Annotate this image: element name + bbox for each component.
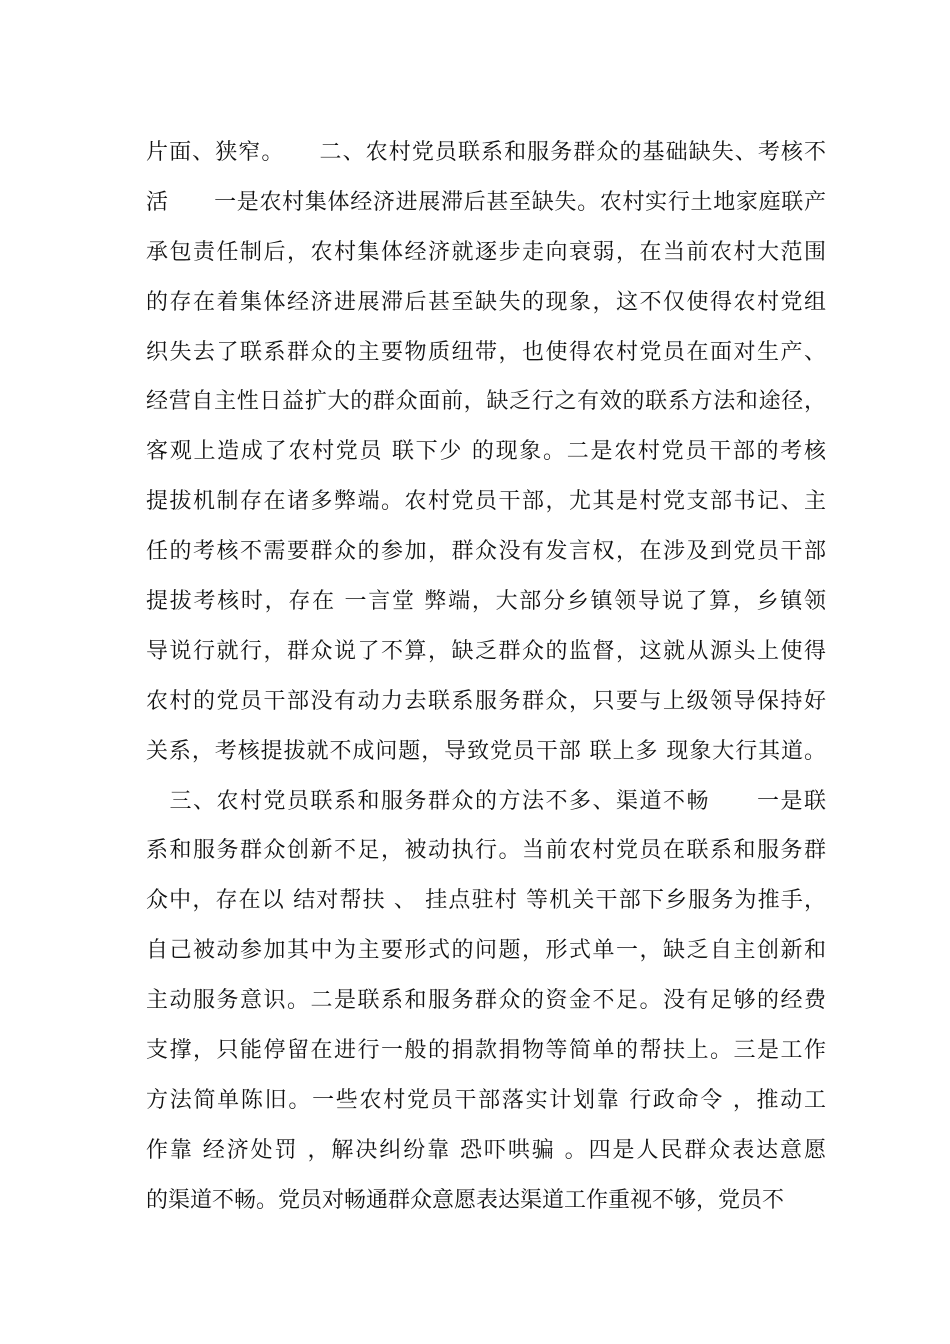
text-line: 的存在着集体经济进展滞后甚至缺失的现象，这不仅使得农村党组 [146, 289, 826, 315]
text-line: 农村的党员干部没有动力去联系服务群众，只要与上级领导保持好 [146, 688, 826, 714]
text-line: 众中，存在以 结对帮扶 、 挂点驻村 等机关干部下乡服务为推手， [146, 888, 826, 914]
text-line: 片面、狭窄。 二、农村党员联系和服务群众的基础缺失、考核不 [146, 140, 826, 165]
text-line: 任的考核不需要群众的参加，群众没有发言权，在涉及到党员干部 [146, 539, 826, 565]
text-line: 活 一是农村集体经济进展滞后甚至缺失。农村实行土地家庭联产 [146, 189, 826, 215]
text-line: 系和服务群众创新不足，被动执行。当前农村党员在联系和服务群 [146, 838, 826, 864]
text-line: 提拔考核时，存在 一言堂 弊端，大部分乡镇领导说了算，乡镇领 [146, 589, 826, 615]
text-line: 导说行就行，群众说了不算，缺乏群众的监督，这就从源头上使得 [146, 638, 826, 664]
text-line: 三、农村党员联系和服务群众的方法不多、渠道不畅 一是联 [146, 788, 826, 814]
text-line: 的渠道不畅。党员对畅通群众意愿表达渠道工作重视不够，党员不 [146, 1187, 785, 1213]
text-line: 织失去了联系群众的主要物质纽带，也使得农村党员在面对生产、 [146, 339, 826, 365]
text-line: 自己被动参加其中为主要形式的问题，形式单一，缺乏自主创新和 [146, 938, 826, 964]
body-text [146, 128, 826, 1226]
text-line: 主动服务意识。二是联系和服务群众的资金不足。没有足够的经费 [146, 988, 826, 1014]
text-line: 客观上造成了农村党员 联下少 的现象。二是农村党员干部的考核 [146, 439, 826, 465]
text-line: 提拔机制存在诸多弊端。农村党员干部，尤其是村党支部书记、主 [146, 489, 826, 515]
text-line: 承包责任制后，农村集体经济就逐步走向衰弱，在当前农村大范围 [146, 239, 826, 265]
text-line: 经营自主性日益扩大的群众面前，缺乏行之有效的联系方法和途径， [146, 389, 826, 415]
text-line: 支撑，只能停留在进行一般的捐款捐物等简单的帮扶上。三是工作 [146, 1038, 826, 1064]
text-line: 关系，考核提拔就不成问题，导致党员干部 联上多 现象大行其道。 [146, 738, 826, 764]
text-line: 方法简单陈旧。一些农村党员干部落实计划靠 行政命令 ，推动工 [146, 1087, 826, 1113]
text-line: 作靠 经济处罚 ，解决纠纷靠 恐吓哄骗 。四是人民群众表达意愿 [146, 1137, 826, 1163]
